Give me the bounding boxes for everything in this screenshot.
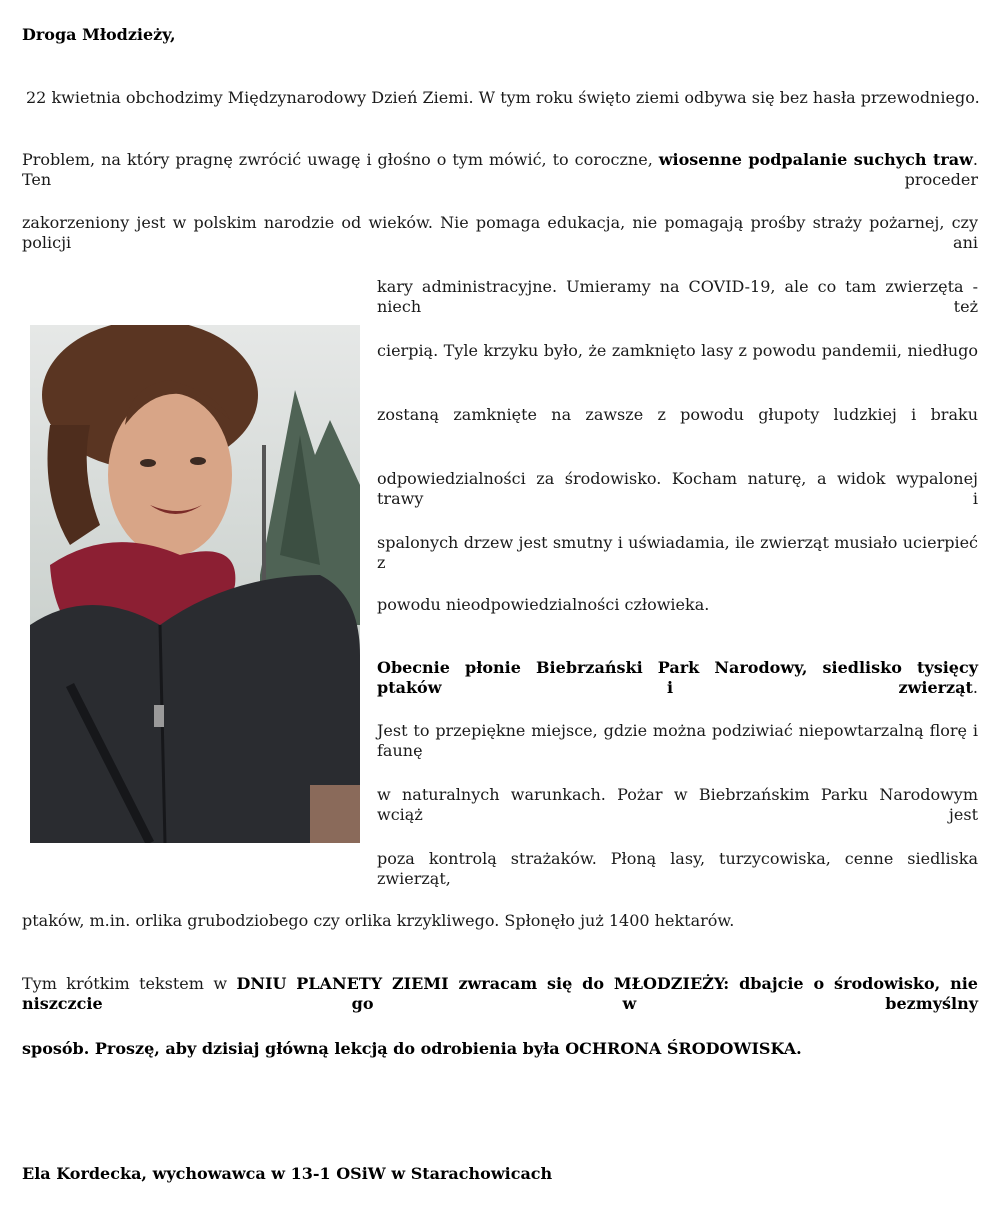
- paragraph-biebrza-line-4: poza kontrolą strażaków. Płoną lasy, turzycowiska, cenne siedliska zwierząt,: [377, 849, 978, 888]
- portrait-photo: [30, 325, 360, 843]
- paragraph-appeal-line-1: [22, 974, 978, 1014]
- paragraph-biebrza-line-5: ptaków, m.in. orlika grubodziobego czy orlika krzykliwego. Spłonęło już 1400 hektarów.: [22, 911, 735, 930]
- paragraph-problem-line-1: [22, 150, 978, 190]
- emphasis: Obecnie płonie Biebrzański Park Narodowy, siedlisko tysięcy ptaków i zwierząt: [377, 658, 978, 697]
- paragraph-biebrza-line-3: w naturalnych warunkach. Pożar w Biebrzańskim Parku Narodowym wciąż jest: [377, 785, 978, 824]
- emphasis: wiosenne podpalanie suchych traw: [658, 150, 973, 169]
- paragraph-problem-line-8: powodu nieodpowiedzialności człowieka.: [377, 595, 710, 614]
- paragraph-biebrza-line-2: Jest to przepiękne miejsce, gdzie można podziwiać niepowtarzalną florę i faunę: [377, 721, 978, 760]
- signature: Ela Kordecka, wychowawca w 13-1 OSiW w Starachowicach: [22, 1164, 553, 1183]
- paragraph-problem-line-7: spalonych drzew jest smutny i uświadamia, ile zwierząt musiało ucierpieć z: [377, 533, 978, 572]
- greeting: Droga Młodzieży,: [22, 25, 176, 44]
- portrait-illustration: [30, 325, 360, 843]
- paragraph-problem-line-3: kary administracyjne. Umieramy na COVID-19, ale co tam zwierzęta - niech też: [377, 277, 978, 316]
- paragraph-problem-line-4: cierpią. Tyle krzyku było, że zamknięto lasy z powodu pandemii, niedługo: [377, 341, 978, 360]
- paragraph-intro: 22 kwietnia obchodzimy Międzynarodowy Dzień Ziemi. W tym roku święto ziemi odbywa się bez hasła przewodniego.: [26, 88, 980, 107]
- paragraph-problem-line-2: zakorzeniony jest w polskim narodzie od wieków. Nie pomaga edukacja, nie pomagają prośby straży pożarnej, czy policji ani: [22, 213, 978, 252]
- paragraph-appeal-line-2: sposób. Proszę, aby dzisiaj główną lekcją do odrobienia była OCHRONA ŚRODOWISKA.: [22, 1039, 802, 1058]
- paragraph-biebrza-line-1: [377, 658, 978, 698]
- paragraph-problem-line-5: zostaną zamknięte na zawsze z powodu głupoty ludzkiej i braku: [377, 405, 978, 424]
- text: Problem, na który pragnę zwrócić uwagę i głośno o tym mówić, to coroczne,: [22, 150, 653, 169]
- text: .: [972, 678, 978, 697]
- text: Tym krótkim tekstem w: [22, 974, 228, 993]
- text: . Ten proceder: [22, 150, 978, 189]
- emphasis: DNIU PLANETY ZIEMI zwracam się do MŁODZIEŻY: dbajcie o środowisko, nie niszczcie go w bezmyślny: [22, 974, 978, 1013]
- paragraph-problem-line-6: odpowiedzialności za środowisko. Kocham naturę, a widok wypalonej trawy i: [377, 469, 978, 508]
